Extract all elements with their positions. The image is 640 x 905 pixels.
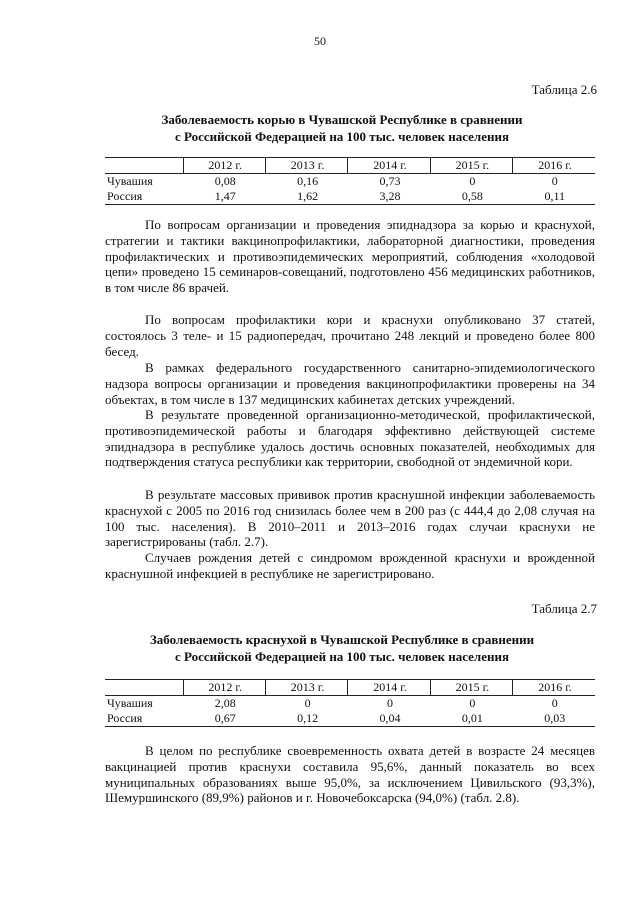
table-cell: 0,73 xyxy=(379,174,401,188)
paragraph-inspections: В рамках федерального государственного санитарно-эпидемиологического надзора вопросы организации и проведения вакцинопрофилактики проверены на 34 объектах, в том числе в 137 медицинских кабинетах детских учреждений. xyxy=(105,360,595,407)
table-2-7-title-line2: с Российской Федерацией на 100 тыс. человек населения xyxy=(175,649,509,664)
table-2-6-label: Таблица 2.6 xyxy=(531,82,597,97)
table-header-row xyxy=(105,158,595,174)
table-2-6 xyxy=(105,157,595,205)
table-row xyxy=(105,189,595,205)
table-cell: 0,58 xyxy=(430,189,512,205)
table-row xyxy=(105,174,595,190)
table-cell: 2,08 xyxy=(214,696,236,710)
table-cell: 0,01 xyxy=(430,711,512,727)
table-header-cell: 2015 г. xyxy=(430,680,512,696)
table-cell: 0 xyxy=(386,696,393,710)
row-label: Чувашия xyxy=(107,174,153,188)
row-label: Чувашия xyxy=(107,696,153,710)
table-cell: 3,28 xyxy=(348,189,430,205)
table-cell: 0,67 xyxy=(183,711,265,727)
table-header-cell: 2012 г. xyxy=(183,680,265,696)
table-header-cell: 2016 г. xyxy=(513,680,595,696)
row-label: Россия xyxy=(105,711,183,727)
table-header-cell: 2013 г. xyxy=(265,158,347,174)
table-cell: 0,11 xyxy=(513,189,595,205)
table-2-7-title-line1: Заболеваемость краснухой в Чувашской Республике в сравнении xyxy=(149,632,535,647)
table-2-6-title-line2: с Российской Федерацией на 100 тыс. человек населения xyxy=(175,129,509,144)
table-cell: 1,62 xyxy=(265,189,347,205)
page-number: 50 xyxy=(314,34,326,48)
table-header-cell: 2014 г. xyxy=(348,680,430,696)
paragraph-congenital: Случаев рождения детей с синдромом врожденной краснухи и врожденной краснушной инфекцией в республике не зарегистрировано. xyxy=(105,550,595,581)
paragraph-rubella-decline: В результате массовых прививок против краснушной инфекции заболеваемость краснухой с 2005 по 2016 год снизилась более чем в 200 раз (с 444,4 до 2,08 случая на 100 тыс. населения). В 2010–2011 и 2013–2016 годах случаи краснухи не зарегистрированы (табл. 2.7). xyxy=(105,487,595,550)
table-cell: 0,03 xyxy=(513,711,595,727)
paragraph-seminars: По вопросам организации и проведения эпиднадзора за корью и краснухой, стратегии и тактики вакцинопрофилактики, лабораторной диагностики, проведения профилактических и противоэпидемических мероприятий, соблюдения «холодовой цепи» проведено 15 семинаров-совещаний, подготовлено 456 медицинских работников, в том числе 86 врачей. xyxy=(105,217,595,296)
table-header-cell: 2013 г. xyxy=(265,680,347,696)
table-cell: 0 xyxy=(551,696,558,710)
table-cell: 0,08 xyxy=(214,174,236,188)
table-cell: 0 xyxy=(551,174,558,188)
table-header-cell: 2015 г. xyxy=(430,158,512,174)
table-2-6-title xyxy=(92,111,592,145)
table-cell: 0,12 xyxy=(265,711,347,727)
table-2-7-label: Таблица 2.7 xyxy=(531,601,597,616)
paragraph-results: В результате проведенной организационно-методической, профилактической, противоэпидемической работы и благодаря эффективно действующей системе эпиднадзора в республике удалось достичь основных показателей, необходимых для подтверждения статуса республики как территории, свободной от эндемичной кори. xyxy=(105,407,595,470)
table-header-cell: 2012 г. xyxy=(183,158,265,174)
table-row xyxy=(105,696,595,712)
table-header-cell: 2014 г. xyxy=(348,158,430,174)
table-2-7 xyxy=(105,679,595,727)
paragraph-publications: По вопросам профилактики кори и краснухи опубликовано 37 статей, состоялось 3 теле- и 15 радиопередач, прочитано 248 лекций и проведено более 800 бесед. xyxy=(105,312,595,359)
table-cell: 0,16 xyxy=(297,174,319,188)
table-cell: 0 xyxy=(304,696,311,710)
table-2-7-title xyxy=(92,631,592,665)
row-label: Россия xyxy=(105,189,183,205)
table-cell: 0,04 xyxy=(348,711,430,727)
table-header-cell xyxy=(105,680,183,696)
table-cell: 1,47 xyxy=(183,189,265,205)
table-header-cell xyxy=(105,158,183,174)
table-2-6-title-line1: Заболеваемость корью в Чувашской Республике в сравнении xyxy=(161,112,523,127)
table-header-row xyxy=(105,680,595,696)
table-row xyxy=(105,711,595,727)
paragraph-coverage: В целом по республике своевременность охвата детей в возрасте 24 месяцев вакцинацией против краснухи составила 95,6%, данный показатель во всех муниципальных образованиях выше 95,0%, за исключением Цивильского (93,3%), Шемуршинского (89,9%) районов и г. Новочебоксарска (94,0%) (табл. 2.8). xyxy=(105,743,595,806)
table-header-cell: 2016 г. xyxy=(513,158,595,174)
table-cell: 0 xyxy=(469,174,476,188)
table-cell: 0 xyxy=(469,696,476,710)
